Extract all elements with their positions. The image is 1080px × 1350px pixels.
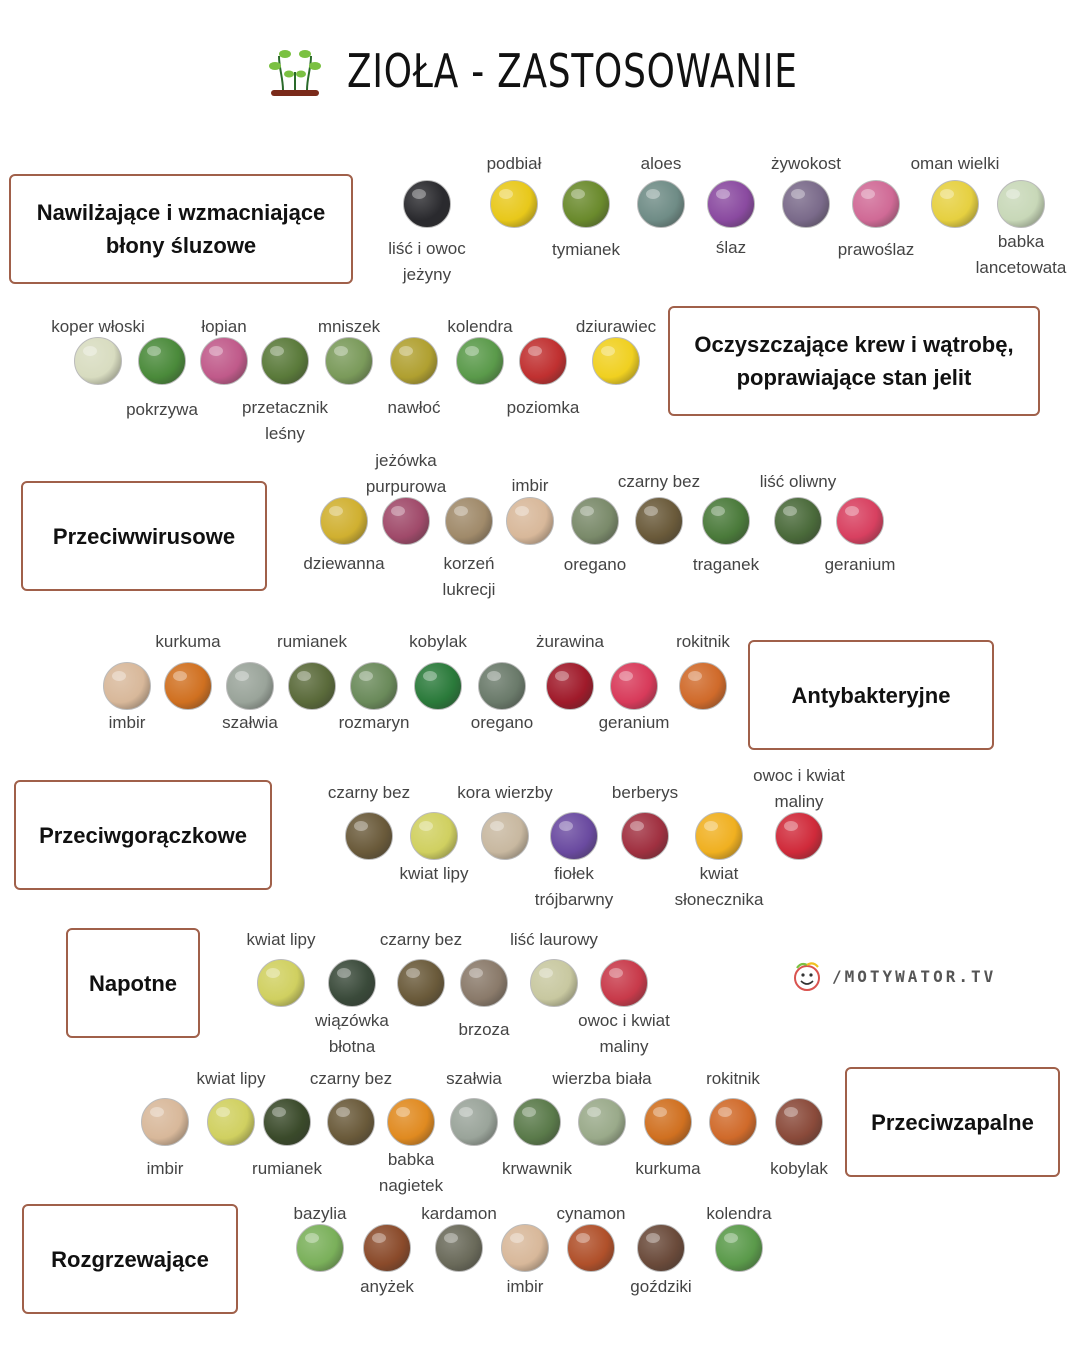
herb-photo [288,662,336,710]
herb-label: rozmaryn [338,713,410,732]
herb-label: korzeń lukrecji [442,554,496,599]
herb-photo [562,180,610,228]
herb-label: nawłoć [387,398,441,417]
herb-label: przetacznik leśny [242,398,328,443]
herb-label: kurkuma [635,1159,701,1178]
herb-photo [350,662,398,710]
category-label: Napotne [89,970,177,996]
herb-label: rumianek [277,632,347,651]
herb-label: szałwia [222,713,278,732]
herb-photo [530,959,578,1007]
category-box [66,928,200,1038]
category-box [9,174,353,284]
herb-photo [836,497,884,545]
herb-label: owoc i kwiat maliny [753,766,845,811]
herb-label: wierzba biała [552,1069,652,1088]
herb-photo [387,1098,435,1146]
herb-photo [707,180,755,228]
herb-label: czarny bez [379,930,463,949]
herb-photo [382,497,430,545]
herb-label: imbir [506,1277,544,1296]
herb-photo [445,497,493,545]
herb-photo [702,497,750,545]
category-label: Przeciwgorączkowe [39,822,247,848]
herb-label: kwiat lipy [196,1069,266,1088]
herb-photo [931,180,979,228]
herb-label: żywokost [771,154,841,173]
herb-label: kurkuma [155,632,221,651]
category-box [748,640,994,750]
herb-photo [578,1098,626,1146]
herb-photo [390,337,438,385]
herb-label: kwiat lipy [399,864,469,883]
category-label: Przeciwwirusowe [52,523,236,549]
herb-photo [345,812,393,860]
herb-label: tymianek [551,240,621,259]
herb-label: kardamon [421,1204,497,1223]
herb-photo [571,497,619,545]
herb-photo [296,1224,344,1272]
herb-label: rokitnik [706,1069,760,1088]
brand-logo [788,960,996,992]
herb-label: kolendra [706,1204,772,1223]
herb-label: czarny bez [327,783,411,802]
herb-label: imbir [511,476,549,495]
herb-photo [138,337,186,385]
herb-photo [257,959,305,1007]
herb-label: ślaz [715,238,747,257]
herb-label: prawoślaz [837,240,915,259]
herb-photo [226,662,274,710]
herb-photo [325,337,373,385]
herb-photo [403,180,451,228]
herb-label: wiązówka błotna [315,1011,389,1056]
herb-label: traganek [692,555,760,574]
herb-photo [328,959,376,1007]
herb-photo [519,337,567,385]
herb-label: aloes [640,154,682,173]
herb-photo [435,1224,483,1272]
herb-photo [141,1098,189,1146]
herb-label: jeżówka purpurowa [365,451,447,496]
category-box [21,481,267,591]
herb-photo [410,812,458,860]
logo-text: /MOTYWATOR.TV [832,966,997,986]
herb-photo [637,180,685,228]
herb-label: dziurawiec [575,317,657,336]
herb-photo [715,1224,763,1272]
herb-photo [490,180,538,228]
herb-label: żurawina [535,632,605,651]
herb-photo [164,662,212,710]
herb-photo [782,180,830,228]
herb-photo [679,662,727,710]
category-label: Przeciwzapalne [871,1109,1034,1135]
herb-sprout-icon [265,42,325,100]
herb-photo [635,497,683,545]
herb-label: kobylak [409,632,467,651]
herb-label: rumianek [252,1159,322,1178]
herb-photo [501,1224,549,1272]
herb-photo [600,959,648,1007]
herb-photo [852,180,900,228]
herb-label: szałwia [446,1069,502,1088]
herb-photo [414,662,462,710]
herb-label: babka lancetowata [975,232,1067,277]
herb-label: oregano [470,713,534,732]
herb-photo [775,1098,823,1146]
category-label: Antybakteryjne [791,682,951,708]
herb-label: mniszek [317,317,381,336]
herb-label: podbiał [486,154,542,173]
herb-photo [363,1224,411,1272]
herb-label: oman wielki [910,154,1000,173]
category-label: Rozgrzewające [51,1246,209,1272]
herb-photo [320,497,368,545]
herb-label: geranium [598,713,670,732]
category-label: Nawilżające i wzmacniające błony śluzowe [36,200,326,258]
herb-photo [481,812,529,860]
herb-label: goździki [630,1277,692,1296]
herb-label: imbir [108,713,146,732]
herb-label: łopian [201,317,247,336]
herb-photo [207,1098,255,1146]
herb-photo [74,337,122,385]
herb-label: pokrzywa [126,400,198,419]
herb-photo [506,497,554,545]
herb-photo [997,180,1045,228]
herb-label: poziomka [506,398,580,417]
herb-photo [550,812,598,860]
herb-photo [478,662,526,710]
herb-photo [327,1098,375,1146]
smiley-logo-icon [788,960,826,992]
herb-photo [200,337,248,385]
herb-photo [103,662,151,710]
herb-label: anyżek [360,1277,414,1296]
herb-photo [592,337,640,385]
herb-label: liść laurowy [510,930,598,949]
herb-label: oregano [563,555,627,574]
herb-label: kolendra [447,317,513,336]
category-box [668,306,1040,416]
herb-label: babka nagietek [378,1150,444,1195]
herb-photo [567,1224,615,1272]
herb-label: kobylak [770,1159,828,1178]
herb-label: berberys [611,783,679,802]
herb-label: rokitnik [676,632,730,651]
herb-label: koper włoski [51,317,145,336]
herb-photo [261,337,309,385]
herb-label: kwiat słonecznika [674,864,764,909]
herb-label: kora wierzby [457,783,553,802]
category-box [14,780,272,890]
herb-label: krwawnik [502,1159,572,1178]
herb-label: brzoza [458,1020,510,1039]
page-title: ZIOŁA - ZASTOSOWANIE [347,44,798,98]
herb-photo [637,1224,685,1272]
herb-photo [546,662,594,710]
herb-photo [695,812,743,860]
category-box [845,1067,1060,1177]
herb-label: liść oliwny [759,472,837,491]
herb-label: cynamon [556,1204,626,1223]
herb-photo [450,1098,498,1146]
herb-label: czarny bez [617,472,701,491]
herb-photo [775,812,823,860]
herb-label: czarny bez [309,1069,393,1088]
herb-photo [397,959,445,1007]
herb-photo [610,662,658,710]
herb-photo [774,497,822,545]
herb-label: bazylia [293,1204,347,1223]
herb-photo [644,1098,692,1146]
herb-photo [709,1098,757,1146]
category-box [22,1204,238,1314]
herb-photo [456,337,504,385]
herb-label: liść i owoc jeżyny [388,239,466,284]
herb-photo [513,1098,561,1146]
herb-photo [263,1098,311,1146]
herb-label: fiołek trójbarwny [534,864,614,909]
herb-photo [460,959,508,1007]
herb-photo [621,812,669,860]
page-header [0,42,1080,105]
category-label: Oczyszczające krew i wątrobę, poprawiające stan jelit [694,332,1014,390]
herb-label: dziewanna [303,554,385,573]
herb-label: imbir [146,1159,184,1178]
herb-label: kwiat lipy [246,930,316,949]
herb-label: owoc i kwiat maliny [578,1011,670,1056]
herb-label: geranium [824,555,896,574]
